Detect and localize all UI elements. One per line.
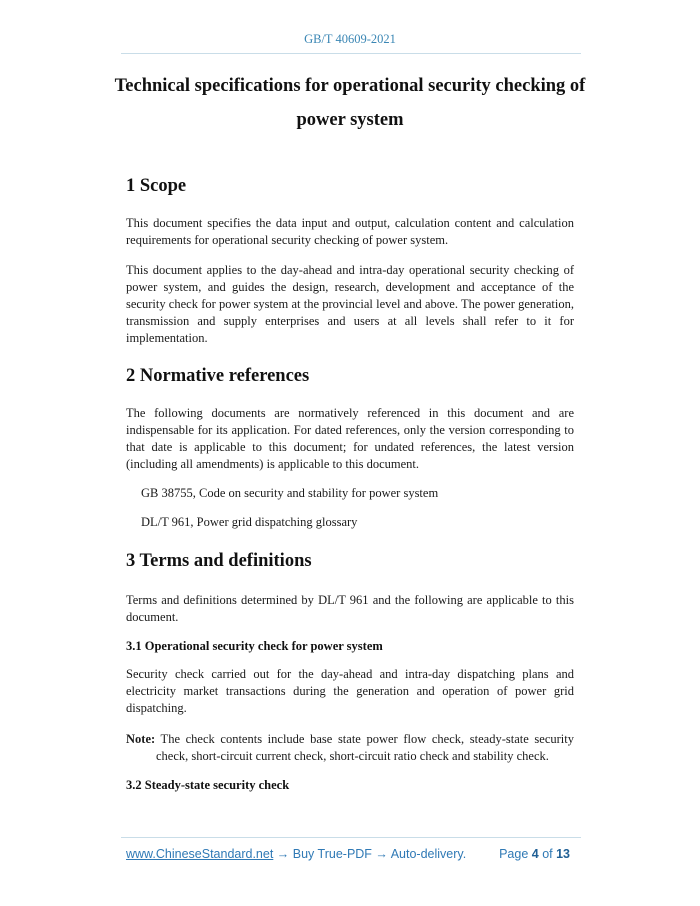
footer-divider [121, 837, 581, 838]
standard-code-header: GB/T 40609-2021 [304, 32, 396, 46]
subsection-3-1-paragraph: Security check carried out for the day-ahead and intra-day dispatching plans and electricity market transactions during the generation and operation of power grid dispatching. [126, 667, 574, 715]
subsection-heading-3-2: 3.2 Steady-state security check [126, 778, 290, 792]
current-page-number: 4 [531, 847, 539, 861]
header-divider [121, 53, 581, 54]
page-indicator: Page 4 of 13 [499, 847, 570, 861]
note-label: Note: [126, 732, 156, 746]
reference-item: DL/T 961, Power grid dispatching glossary [141, 515, 358, 529]
page-footer [126, 847, 574, 861]
website-link[interactable]: www.ChineseStandard.net [126, 847, 274, 861]
note-text: The check contents include base state power flow check, steady-state security check, short-circuit current check, short-circuit ratio check and stability check. [155, 732, 574, 763]
subsection-heading-3-1: 3.1 Operational security check for power system [126, 639, 383, 653]
document-title-line-1: Technical specifications for operational security checking of [114, 76, 586, 96]
promo-text: → Buy True-PDF → Auto-delivery. [273, 847, 467, 861]
note-block [126, 731, 574, 765]
document-title-line-2: power system [296, 110, 404, 130]
scope-paragraph-1: This document specifies the data input and output, calculation content and calculation requirements for operational security checking of power system. [126, 216, 574, 247]
section-heading-scope: 1 Scope [126, 176, 187, 196]
scope-paragraph-2: This document applies to the day-ahead and intra-day operational security checking of power system, and guides the design, research, development and acceptance of the security check for power system at the provincial level and above. The power generation, transmission and supply enterprises and users at all levels shall refer to it for implementation. [126, 263, 574, 345]
reference-item: GB 38755, Code on security and stability for power system [141, 486, 439, 500]
terms-intro-paragraph: Terms and definitions determined by DL/T 961 and the following are applicable to this document. [126, 593, 574, 624]
section-heading-terms-definitions: 3 Terms and definitions [126, 551, 312, 571]
normative-references-paragraph: The following documents are normatively referenced in this document and are indispensable for its application. For dated references, only the version corresponding to that date is applicable to this document; for undated references, the latest version (including all amendments) is applicable to this document. [126, 406, 574, 471]
section-heading-normative-references: 2 Normative references [126, 366, 310, 386]
total-page-count: 13 [556, 847, 570, 861]
